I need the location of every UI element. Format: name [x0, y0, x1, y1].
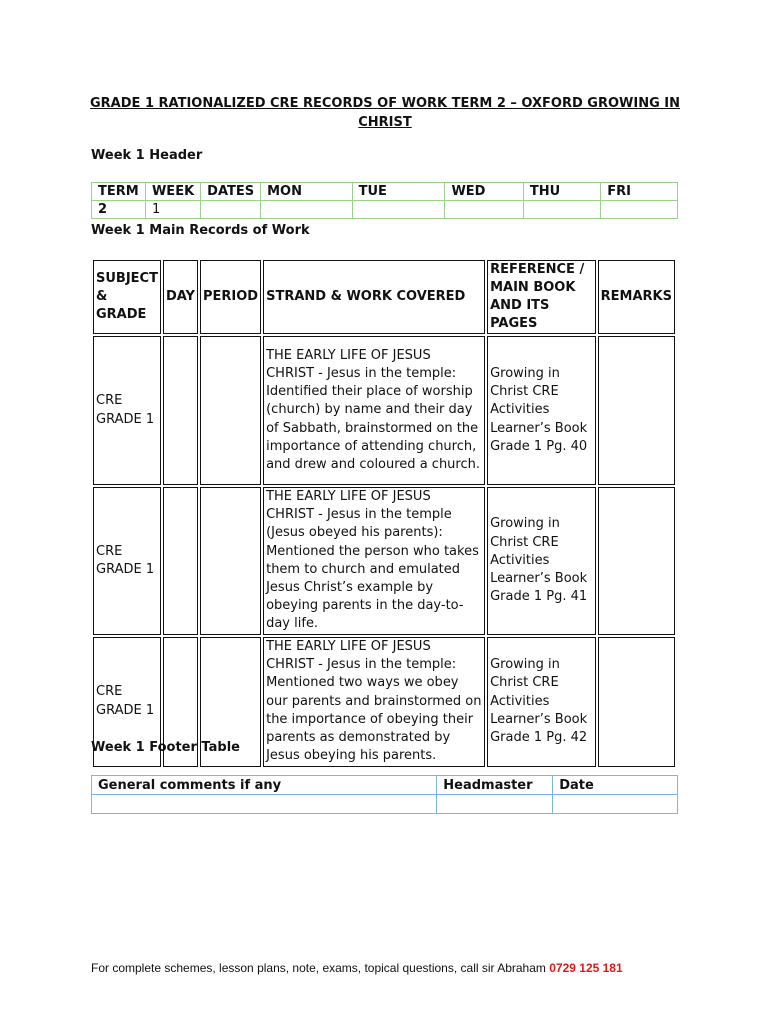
contact-phone: 0729 125 181 — [549, 961, 623, 975]
day-cell — [163, 487, 198, 635]
col-dates: DATES — [201, 183, 261, 201]
fri-value — [601, 201, 678, 219]
week-header-label: Week 1 Header — [91, 148, 203, 163]
remarks-cell — [598, 336, 675, 485]
remarks-cell — [598, 487, 675, 635]
document-title: GRADE 1 RATIONALIZED CRE RECORDS OF WORK TERM 2 – OXFORD GROWING IN CHRIST — [90, 96, 680, 130]
col-subject-grade: SUBJECT & GRADE — [93, 260, 161, 334]
main-table-header-row — [93, 260, 675, 334]
mon-value — [261, 201, 352, 219]
footer-table-label: Week 1 Footer Table — [91, 740, 240, 755]
col-fri: FRI — [601, 183, 678, 201]
contact-text: For complete schemes, lesson plans, note, exams, topical questions, call sir Abraham — [91, 961, 546, 975]
footer-table-empty-row — [92, 795, 678, 814]
header-table-header-row — [92, 183, 678, 201]
col-remarks: REMARKS — [598, 260, 675, 334]
date-cell — [553, 795, 678, 814]
col-wed: WED — [445, 183, 523, 201]
col-reference: REFERENCE / MAIN BOOK AND ITS PAGES — [487, 260, 596, 334]
wed-value — [445, 201, 523, 219]
footer-table — [91, 775, 678, 814]
col-general-comments: General comments if any — [92, 776, 437, 795]
work-cell: THE EARLY LIFE OF JESUS CHRIST - Jesus in the temple (Jesus obeyed his parents): Mentioned the person who takes them to church and emulated Jesus Christ’s example by obeying parents in the day-to-day life. — [263, 487, 485, 635]
col-mon: MON — [261, 183, 352, 201]
tue-value — [352, 201, 445, 219]
reference-cell: Growing in Christ CRE Activities Learner’s Book Grade 1 Pg. 41 — [487, 487, 596, 635]
footer-table-header-row — [92, 776, 678, 795]
work-cell: THE EARLY LIFE OF JESUS CHRIST - Jesus in the temple: Identified their place of worship (church) by name and their day of Sabbath, brainstormed on the importance of attending church, and drew and coloured a church. — [263, 336, 485, 485]
period-cell — [200, 487, 261, 635]
week-header-table — [91, 182, 678, 219]
col-date: Date — [553, 776, 678, 795]
remarks-cell — [598, 637, 675, 767]
term-value: 2 — [92, 201, 146, 219]
col-day: DAY — [163, 260, 198, 334]
subject-cell: CRE GRADE 1 — [93, 637, 161, 767]
thu-value — [523, 201, 600, 219]
col-period: PERIOD — [200, 260, 261, 334]
col-thu: THU — [523, 183, 600, 201]
week-value: 1 — [145, 201, 200, 219]
contact-note — [91, 961, 623, 975]
subject-cell: CRE GRADE 1 — [93, 336, 161, 485]
table-row — [93, 336, 675, 485]
reference-cell: Growing in Christ CRE Activities Learner’s Book Grade 1 Pg. 40 — [487, 336, 596, 485]
day-cell — [163, 336, 198, 485]
work-cell: THE EARLY LIFE OF JESUS CHRIST - Jesus in the temple: Mentioned two ways we obey our parents and brainstormed on the importance of obeying their parents as demonstrated by Jesus obeying his parents. — [263, 637, 485, 767]
headmaster-cell — [437, 795, 553, 814]
subject-cell: CRE GRADE 1 — [93, 487, 161, 635]
col-tue: TUE — [352, 183, 445, 201]
table-row — [93, 487, 675, 635]
col-strand-work: STRAND & WORK COVERED — [263, 260, 485, 334]
period-cell — [200, 336, 261, 485]
col-term: TERM — [92, 183, 146, 201]
main-records-table — [91, 258, 677, 769]
reference-cell: Growing in Christ CRE Activities Learner’s Book Grade 1 Pg. 42 — [487, 637, 596, 767]
col-headmaster: Headmaster — [437, 776, 553, 795]
header-table-data-row — [92, 201, 678, 219]
comments-cell — [92, 795, 437, 814]
dates-value — [201, 201, 261, 219]
col-week: WEEK — [145, 183, 200, 201]
main-records-label: Week 1 Main Records of Work — [91, 223, 310, 238]
